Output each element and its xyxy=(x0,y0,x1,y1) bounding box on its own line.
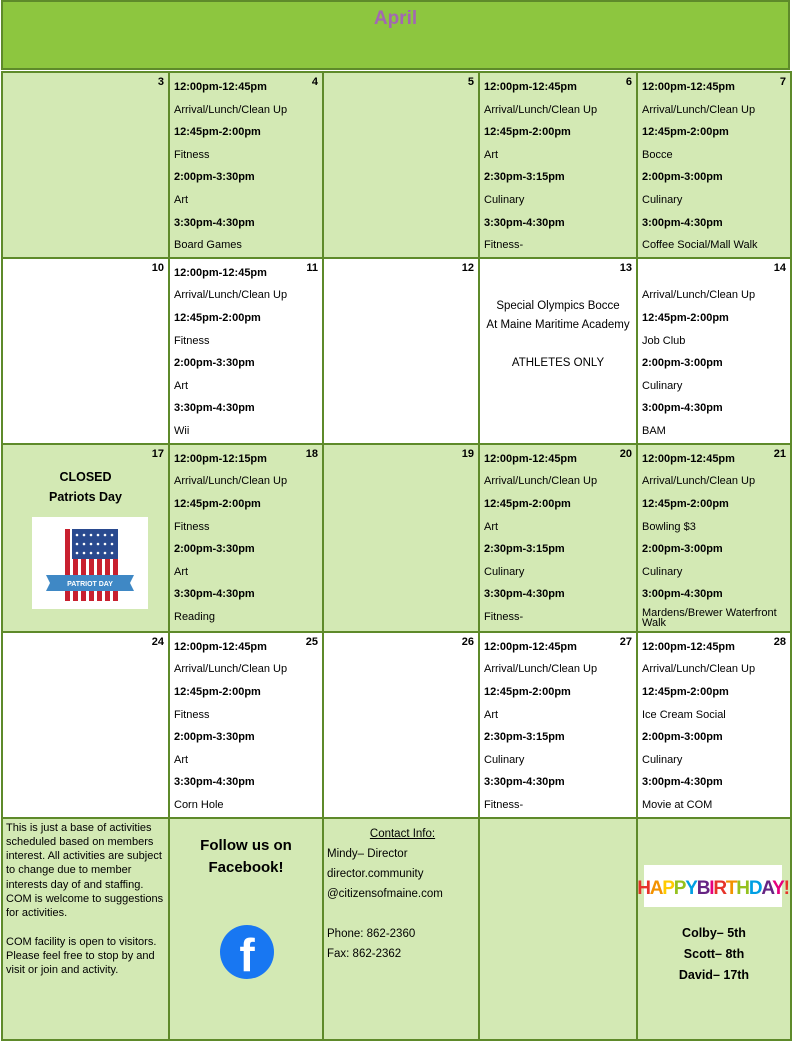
activity-name: Culinary xyxy=(484,193,525,206)
day-number: 19 xyxy=(461,447,474,460)
contact-phone: Phone: 862-2360 xyxy=(327,927,416,940)
contact-cell xyxy=(323,818,479,1040)
time-slot: 3:00pm-4:30pm xyxy=(642,776,723,789)
time-slot: 12:45pm-2:00pm xyxy=(484,126,571,139)
day-number: 6 xyxy=(625,76,632,88)
activities-note: This is just a base of activities scheduled based on members interest. All activities are subject to change due to member interests day of and staffing. COM is welcome to suggestions for activities. xyxy=(6,821,164,920)
time-slot: 12:45pm-2:00pm xyxy=(484,497,571,510)
activity-name: Arrival/Lunch/Clean Up xyxy=(174,103,288,116)
flag-caption: PATRIOT DAY xyxy=(67,580,113,588)
time-slot: 12:00pm-12:45pm xyxy=(484,452,577,465)
week-row xyxy=(2,258,791,444)
birthday-cell xyxy=(637,818,791,1040)
day-number: 18 xyxy=(305,447,318,460)
info-note-cell xyxy=(2,818,169,1040)
day-cell xyxy=(2,444,169,632)
day-cell xyxy=(169,72,323,258)
time-slot: 12:45pm-2:00pm xyxy=(174,126,261,139)
activity-name: Art xyxy=(174,565,189,578)
activity-name: Bowling $3 xyxy=(642,520,696,533)
social-cell xyxy=(169,818,323,1040)
happy-birthday-text: HAPPYBIRTHDAY! xyxy=(637,877,789,899)
month-title: April xyxy=(373,8,418,29)
day-cell xyxy=(637,258,791,444)
activity-name: Culinary xyxy=(484,753,525,766)
day-number: 14 xyxy=(773,261,786,274)
time-slot: 12:00pm-12:45pm xyxy=(484,81,577,93)
birthday-name: Scott– 8th xyxy=(683,946,745,961)
day-number: 4 xyxy=(311,76,318,88)
time-slot: 2:30pm-3:15pm xyxy=(484,543,565,556)
schedule xyxy=(480,445,636,629)
activity-name: Culinary xyxy=(484,565,525,578)
activity-name: Art xyxy=(484,520,499,533)
activity-name: Fitness xyxy=(174,708,210,721)
day-cell xyxy=(637,444,791,632)
follow-us-text: Follow us on Facebook! xyxy=(200,836,292,876)
week-row xyxy=(2,632,791,818)
day-number: 17 xyxy=(151,447,164,460)
day-cell xyxy=(2,258,169,444)
contact-fax: Fax: 862-2362 xyxy=(327,947,402,960)
day-cell xyxy=(169,444,323,632)
day-number: 26 xyxy=(461,635,474,648)
visitors-note: COM facility is open to visitors. Please feel free to stop by and visit or join and activity. xyxy=(6,935,157,977)
time-slot: 12:00pm-12:45pm xyxy=(642,81,735,93)
birthday-name: David– 17th xyxy=(678,967,750,982)
activity-name: Fitness xyxy=(174,148,210,161)
activity-name: Job Club xyxy=(642,334,686,347)
time-slot: 3:00pm-4:30pm xyxy=(642,402,723,415)
activity-name: Arrival/Lunch/Clean Up xyxy=(484,663,598,676)
activity-name: Wii xyxy=(174,424,190,437)
day-number: 13 xyxy=(619,261,632,274)
time-slot: 12:45pm-2:00pm xyxy=(642,497,729,510)
time-slot: 2:30pm-3:15pm xyxy=(484,731,565,744)
day-cell xyxy=(2,72,169,258)
schedule xyxy=(480,633,636,817)
activity-name: Arrival/Lunch/Clean Up xyxy=(484,103,598,116)
schedule xyxy=(170,73,322,257)
day-cell xyxy=(479,258,637,444)
time-slot: 3:30pm-4:30pm xyxy=(174,588,255,601)
activity-name: Fitness- xyxy=(484,239,524,252)
activity-name: Mardens/Brewer Waterfront Walk xyxy=(642,606,777,629)
schedule xyxy=(638,259,790,443)
time-slot: 2:30pm-3:15pm xyxy=(484,171,565,184)
day-cell xyxy=(637,632,791,818)
day-cell xyxy=(169,258,323,444)
contact-line: Mindy– Director xyxy=(327,847,408,860)
activity-name: Art xyxy=(484,708,499,721)
activity-name: Fitness- xyxy=(484,798,524,811)
time-slot: 3:30pm-4:30pm xyxy=(484,588,565,601)
time-slot: 2:00pm-3:30pm xyxy=(174,731,255,744)
time-slot: 12:00pm-12:45pm xyxy=(174,266,267,279)
day-cell xyxy=(479,444,637,632)
activity-name: Art xyxy=(484,148,499,161)
event-line: Special Olympics Bocce xyxy=(496,299,620,312)
contact-heading: Contact Info: xyxy=(369,827,436,840)
birthday-name: Colby– 5th xyxy=(682,925,746,940)
time-slot: 3:00pm-4:30pm xyxy=(642,588,723,601)
closed-line: CLOSED xyxy=(59,469,112,484)
activity-name: Bocce xyxy=(642,148,673,161)
activity-name: Arrival/Lunch/Clean Up xyxy=(484,475,598,488)
activity-name: Corn Hole xyxy=(174,798,224,811)
activity-name: Arrival/Lunch/Clean Up xyxy=(174,475,288,488)
day-cell xyxy=(323,444,479,632)
day-number: 10 xyxy=(151,261,164,274)
day-number: 21 xyxy=(773,447,786,460)
closed-notice xyxy=(3,467,168,507)
activity-name: BAM xyxy=(642,424,666,437)
activity-name: Ice Cream Social xyxy=(642,708,726,721)
activity-name: Art xyxy=(174,193,189,206)
time-slot: 12:00pm-12:45pm xyxy=(642,640,735,653)
contact-line: @citizensofmaine.com xyxy=(327,887,443,900)
event-line xyxy=(480,335,636,354)
activity-name: Arrival/Lunch/Clean Up xyxy=(174,289,288,302)
activity-name: Arrival/Lunch/Clean Up xyxy=(642,289,756,302)
time-slot: 2:00pm-3:30pm xyxy=(174,357,255,370)
day-cell xyxy=(169,632,323,818)
patriot-day-flag-image xyxy=(32,517,148,609)
time-slot: 2:00pm-3:00pm xyxy=(642,171,723,184)
day-number: 11 xyxy=(306,261,318,274)
contact-line: director.community xyxy=(327,867,424,880)
schedule xyxy=(480,73,636,257)
week-row xyxy=(2,444,791,632)
event-line: At Maine Maritime Academy xyxy=(486,318,630,331)
activity-name: Culinary xyxy=(642,379,683,392)
time-slot: 2:00pm-3:00pm xyxy=(642,731,723,744)
week-row xyxy=(2,72,791,258)
day-number: 28 xyxy=(773,635,786,648)
schedule xyxy=(170,633,322,817)
activity-name: Reading xyxy=(174,610,215,623)
time-slot: 12:00pm-12:15pm xyxy=(174,452,267,465)
schedule xyxy=(638,633,790,817)
time-slot: 3:30pm-4:30pm xyxy=(174,216,255,229)
time-slot: 3:30pm-4:30pm xyxy=(484,776,565,789)
day-number: 27 xyxy=(619,635,632,648)
activity-name: Arrival/Lunch/Clean Up xyxy=(174,663,288,676)
day-number: 25 xyxy=(305,635,318,648)
day-cell xyxy=(323,72,479,258)
activity-name: Fitness- xyxy=(484,610,524,623)
calendar-grid xyxy=(1,71,792,1041)
time-slot: 2:00pm-3:30pm xyxy=(174,171,255,184)
event-note xyxy=(480,259,636,373)
time-slot: 12:00pm-12:45pm xyxy=(642,452,735,465)
time-slot: 12:45pm-2:00pm xyxy=(642,126,729,139)
time-slot: 12:45pm-2:00pm xyxy=(642,685,729,698)
activity-name: Coffee Social/Mall Walk xyxy=(642,239,758,252)
closed-line: Patriots Day xyxy=(49,489,122,504)
activity-name: Arrival/Lunch/Clean Up xyxy=(642,103,756,116)
activity-name: Board Games xyxy=(174,239,242,252)
activity-name: Fitness xyxy=(174,520,210,533)
time-slot: 12:45pm-2:00pm xyxy=(642,311,729,324)
time-slot: 12:45pm-2:00pm xyxy=(484,685,571,698)
schedule xyxy=(638,73,790,257)
time-slot: 2:00pm-3:30pm xyxy=(174,543,255,556)
day-number: 24 xyxy=(151,635,164,648)
schedule xyxy=(170,259,322,443)
activity-name: Art xyxy=(174,379,189,392)
time-slot: 3:30pm-4:30pm xyxy=(174,776,255,789)
activity-name: Arrival/Lunch/Clean Up xyxy=(642,663,756,676)
month-header xyxy=(1,0,790,70)
activity-name: Culinary xyxy=(642,753,683,766)
happy-birthday-image xyxy=(637,865,789,907)
day-cell xyxy=(2,632,169,818)
activity-name: Fitness xyxy=(174,334,210,347)
day-number: 7 xyxy=(779,76,786,88)
time-slot: 12:45pm-2:00pm xyxy=(174,311,261,324)
activity-name: Culinary xyxy=(642,193,683,206)
day-cell xyxy=(323,258,479,444)
day-number: 5 xyxy=(467,76,474,88)
activity-name: Arrival/Lunch/Clean Up xyxy=(642,475,756,488)
time-slot: 12:45pm-2:00pm xyxy=(174,497,261,510)
day-cell xyxy=(479,632,637,818)
time-slot: 3:00pm-4:30pm xyxy=(642,216,723,229)
time-slot: 12:00pm-12:45pm xyxy=(174,81,267,93)
event-line: ATHLETES ONLY xyxy=(511,356,605,369)
empty-cell xyxy=(479,818,637,1040)
day-number: 12 xyxy=(461,261,474,274)
activity-name: Movie at COM xyxy=(642,798,713,811)
time-slot: 12:00pm-12:45pm xyxy=(174,640,267,653)
time-slot: 12:00pm-12:45pm xyxy=(484,640,577,653)
activity-name: Art xyxy=(174,753,189,766)
day-cell xyxy=(479,72,637,258)
facebook-icon[interactable]: f xyxy=(220,925,274,979)
time-slot: 2:00pm-3:00pm xyxy=(642,543,723,556)
schedule xyxy=(638,445,790,631)
time-slot: 12:45pm-2:00pm xyxy=(174,685,261,698)
day-cell xyxy=(323,632,479,818)
day-number: 3 xyxy=(157,76,164,88)
footer-row xyxy=(2,818,791,1040)
day-cell xyxy=(637,72,791,258)
time-slot: 3:30pm-4:30pm xyxy=(484,216,565,229)
time-slot: 2:00pm-3:00pm xyxy=(642,357,723,370)
day-number: 20 xyxy=(619,447,632,460)
time-slot: 3:30pm-4:30pm xyxy=(174,402,255,415)
activity-name: Culinary xyxy=(642,565,683,578)
schedule xyxy=(170,445,322,629)
